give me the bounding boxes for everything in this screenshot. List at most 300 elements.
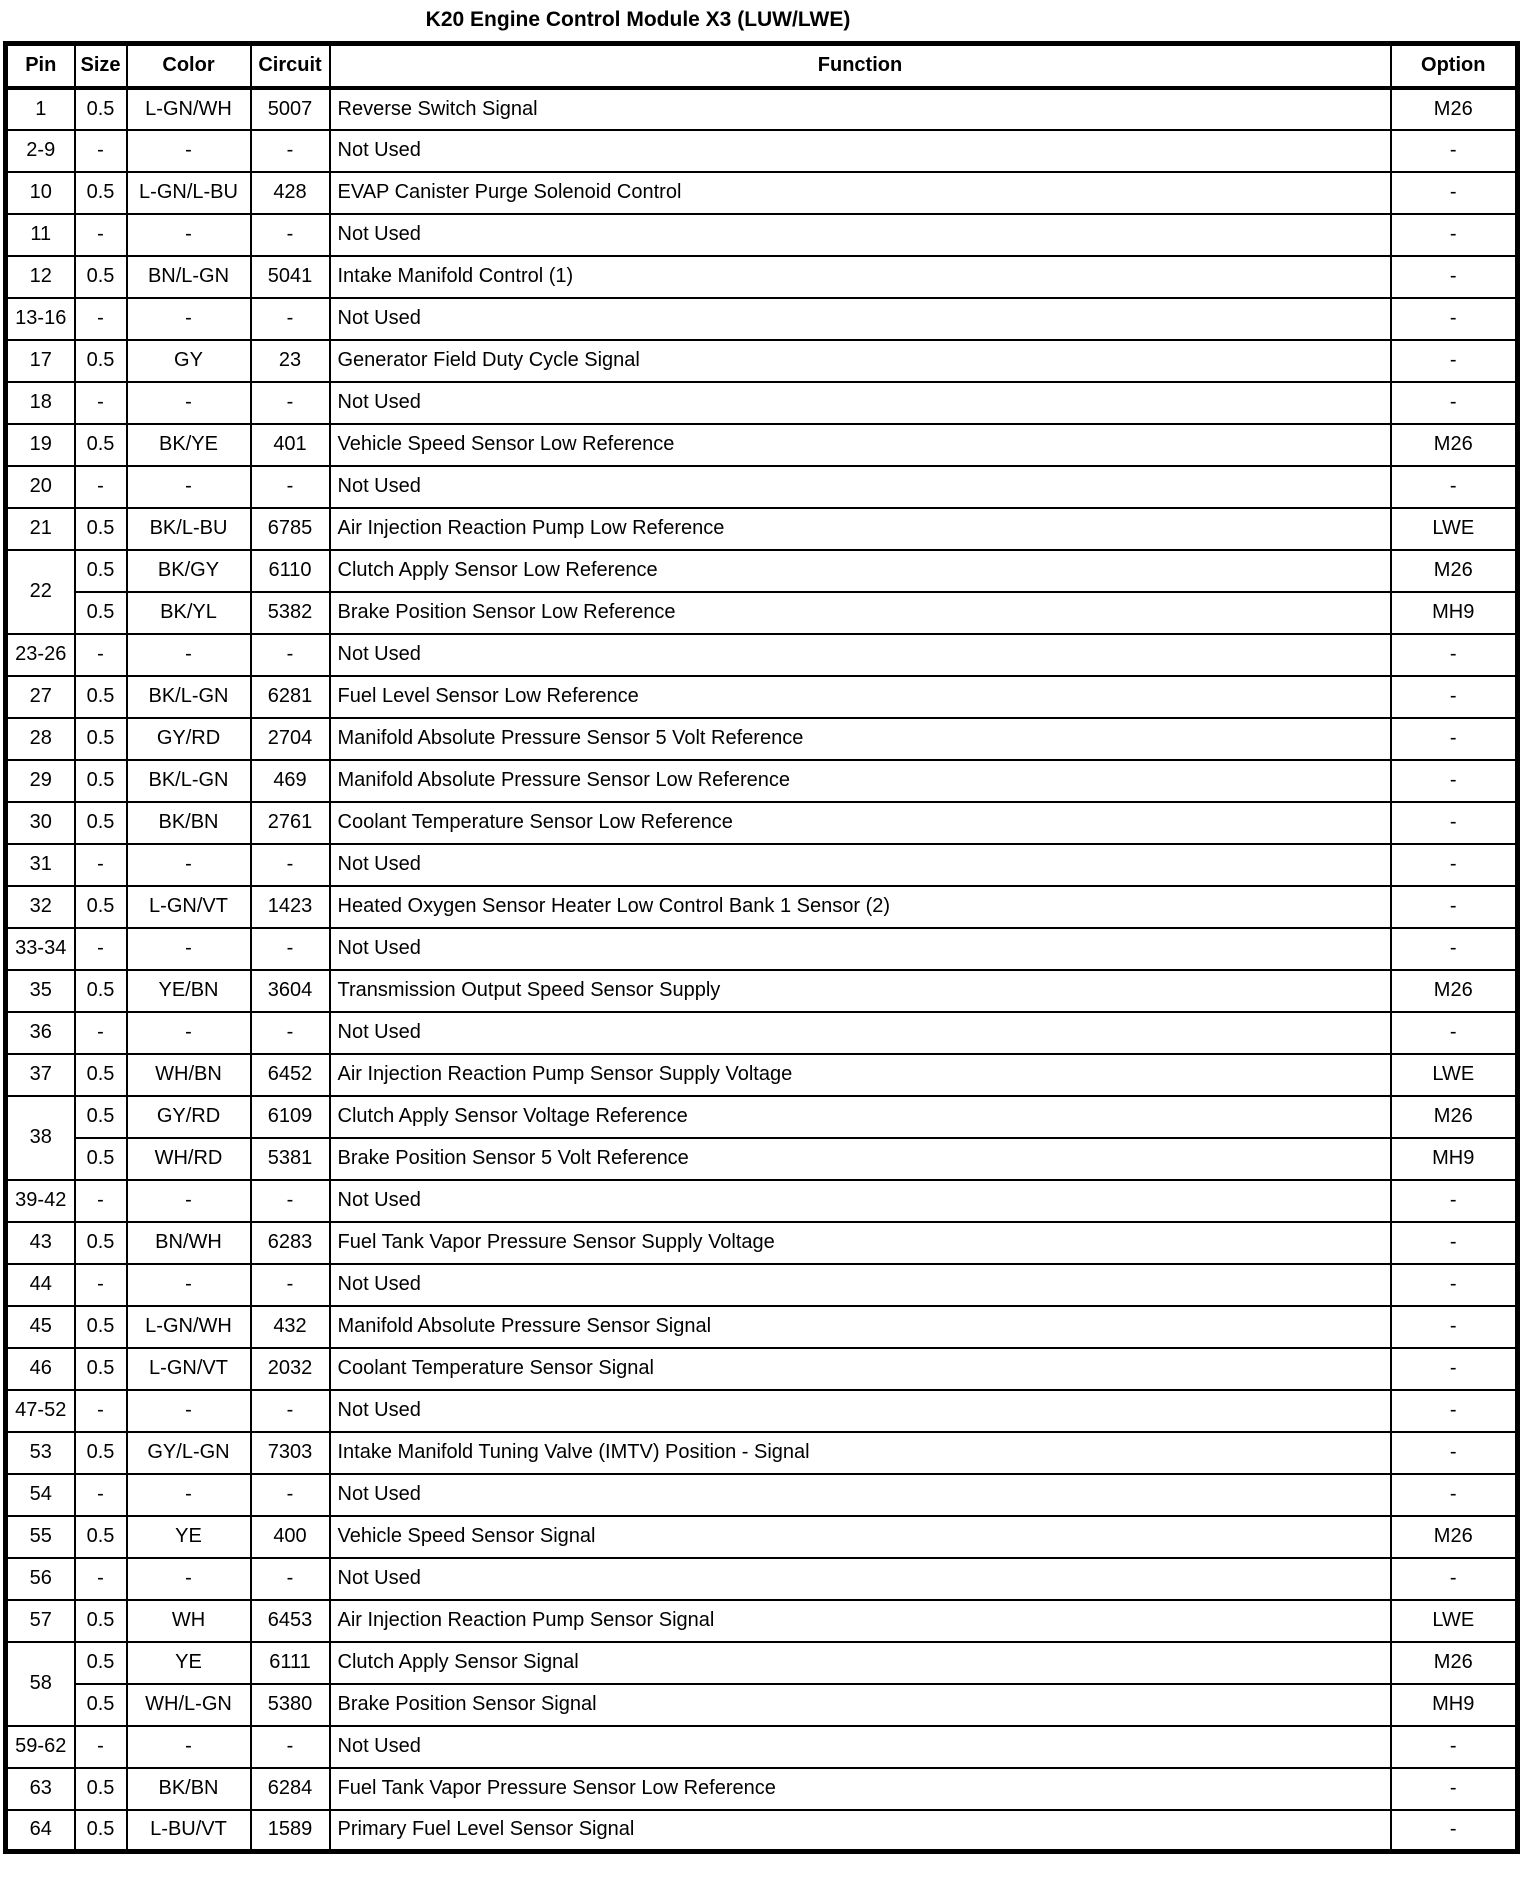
cell-function: Not Used (330, 844, 1391, 886)
cell-option: - (1391, 1348, 1518, 1390)
cell-function: Manifold Absolute Pressure Sensor 5 Volt Reference (330, 718, 1391, 760)
cell-pin: 31 (6, 844, 75, 886)
cell-size: 0.5 (75, 340, 127, 382)
cell-size: 0.5 (75, 1684, 127, 1726)
table-row (6, 970, 1518, 1012)
cell-color: WH (127, 1600, 251, 1642)
cell-pin: 37 (6, 1054, 75, 1096)
cell-circuit: - (251, 298, 330, 340)
cell-option: - (1391, 466, 1518, 508)
table-row (6, 130, 1518, 172)
cell-function: Not Used (330, 634, 1391, 676)
cell-function: Clutch Apply Sensor Low Reference (330, 550, 1391, 592)
cell-pin: 18 (6, 382, 75, 424)
cell-pin: 20 (6, 466, 75, 508)
table-row (6, 634, 1518, 676)
cell-color: WH/L-GN (127, 1684, 251, 1726)
cell-option: M26 (1391, 1516, 1518, 1558)
cell-pin: 64 (6, 1810, 75, 1852)
cell-pin: 53 (6, 1432, 75, 1474)
table-row (6, 1474, 1518, 1516)
cell-size: 0.5 (75, 88, 127, 130)
cell-option: - (1391, 634, 1518, 676)
cell-function: Generator Field Duty Cycle Signal (330, 340, 1391, 382)
cell-size: 0.5 (75, 1432, 127, 1474)
table-row (6, 1012, 1518, 1054)
table-row (6, 508, 1518, 550)
table-row (6, 760, 1518, 802)
table-row (6, 1222, 1518, 1264)
cell-circuit: 3604 (251, 970, 330, 1012)
cell-function: Brake Position Sensor Low Reference (330, 592, 1391, 634)
cell-size: - (75, 382, 127, 424)
cell-circuit: 6111 (251, 1642, 330, 1684)
cell-pin: 28 (6, 718, 75, 760)
cell-circuit: 5382 (251, 592, 330, 634)
cell-color: WH/RD (127, 1138, 251, 1180)
cell-size: 0.5 (75, 424, 127, 466)
cell-pin: 33-34 (6, 928, 75, 970)
cell-option: - (1391, 1768, 1518, 1810)
cell-size: - (75, 928, 127, 970)
cell-pin: 45 (6, 1306, 75, 1348)
cell-pin: 21 (6, 508, 75, 550)
cell-color: L-GN/VT (127, 1348, 251, 1390)
cell-pin: 10 (6, 172, 75, 214)
table-row (6, 1096, 1518, 1138)
cell-function: Transmission Output Speed Sensor Supply (330, 970, 1391, 1012)
cell-size: 0.5 (75, 1810, 127, 1852)
table-row (6, 1348, 1518, 1390)
cell-option: - (1391, 1558, 1518, 1600)
cell-option: LWE (1391, 508, 1518, 550)
cell-circuit: 5381 (251, 1138, 330, 1180)
cell-color: - (127, 1390, 251, 1432)
table-row (6, 1432, 1518, 1474)
cell-circuit: 2704 (251, 718, 330, 760)
column-header-size: Size (75, 44, 127, 88)
cell-option: M26 (1391, 424, 1518, 466)
cell-pin: 23-26 (6, 634, 75, 676)
cell-pin: 57 (6, 1600, 75, 1642)
table-row (6, 802, 1518, 844)
cell-color: GY/L-GN (127, 1432, 251, 1474)
cell-size: 0.5 (75, 1768, 127, 1810)
cell-color: - (127, 130, 251, 172)
cell-size: 0.5 (75, 550, 127, 592)
column-header-circuit: Circuit (251, 44, 330, 88)
cell-size: - (75, 130, 127, 172)
cell-circuit: 1589 (251, 1810, 330, 1852)
cell-color: BK/L-GN (127, 760, 251, 802)
cell-size: - (75, 298, 127, 340)
cell-pin: 11 (6, 214, 75, 256)
cell-function: Not Used (330, 1558, 1391, 1600)
cell-function: Heated Oxygen Sensor Heater Low Control Bank 1 Sensor (2) (330, 886, 1391, 928)
table-row (6, 844, 1518, 886)
cell-function: Vehicle Speed Sensor Signal (330, 1516, 1391, 1558)
cell-function: Air Injection Reaction Pump Sensor Signal (330, 1600, 1391, 1642)
table-row (6, 214, 1518, 256)
cell-option: LWE (1391, 1600, 1518, 1642)
cell-size: 0.5 (75, 1642, 127, 1684)
cell-circuit: - (251, 634, 330, 676)
cell-pin: 54 (6, 1474, 75, 1516)
cell-option: LWE (1391, 1054, 1518, 1096)
cell-circuit: 432 (251, 1306, 330, 1348)
cell-pin: 19 (6, 424, 75, 466)
table-row (6, 1642, 1518, 1684)
cell-option: - (1391, 802, 1518, 844)
cell-color: L-GN/WH (127, 1306, 251, 1348)
cell-function: Not Used (330, 1264, 1391, 1306)
table-body (6, 88, 1518, 1852)
table-row (6, 1684, 1518, 1726)
cell-color: L-GN/WH (127, 88, 251, 130)
cell-option: - (1391, 1180, 1518, 1222)
cell-function: Clutch Apply Sensor Signal (330, 1642, 1391, 1684)
cell-function: Coolant Temperature Sensor Signal (330, 1348, 1391, 1390)
cell-color: - (127, 1264, 251, 1306)
cell-circuit: 23 (251, 340, 330, 382)
cell-circuit: - (251, 1264, 330, 1306)
cell-circuit: - (251, 130, 330, 172)
cell-size: - (75, 1012, 127, 1054)
cell-size: 0.5 (75, 592, 127, 634)
cell-circuit: 6785 (251, 508, 330, 550)
cell-option: - (1391, 382, 1518, 424)
cell-option: - (1391, 718, 1518, 760)
cell-option: - (1391, 1432, 1518, 1474)
cell-size: - (75, 1474, 127, 1516)
cell-size: 0.5 (75, 172, 127, 214)
cell-size: 0.5 (75, 1600, 127, 1642)
cell-option: - (1391, 928, 1518, 970)
cell-size: 0.5 (75, 1054, 127, 1096)
table-row (6, 1768, 1518, 1810)
cell-pin: 59-62 (6, 1726, 75, 1768)
column-header-color: Color (127, 44, 251, 88)
table-header (6, 44, 1518, 88)
cell-function: Not Used (330, 1180, 1391, 1222)
cell-circuit: 2761 (251, 802, 330, 844)
table-row (6, 172, 1518, 214)
cell-function: Not Used (330, 1474, 1391, 1516)
cell-circuit: - (251, 844, 330, 886)
cell-pin: 55 (6, 1516, 75, 1558)
table-row (6, 1306, 1518, 1348)
cell-size: 0.5 (75, 1348, 127, 1390)
cell-option: - (1391, 1264, 1518, 1306)
cell-function: Reverse Switch Signal (330, 88, 1391, 130)
cell-function: Primary Fuel Level Sensor Signal (330, 1810, 1391, 1852)
cell-color: L-GN/VT (127, 886, 251, 928)
cell-circuit: - (251, 466, 330, 508)
cell-circuit: 6283 (251, 1222, 330, 1264)
page-title: K20 Engine Control Module X3 (LUW/LWE) (425, 8, 851, 31)
table-row (6, 886, 1518, 928)
table-row (6, 1516, 1518, 1558)
table-row (6, 1726, 1518, 1768)
cell-color: YE (127, 1516, 251, 1558)
cell-circuit: 400 (251, 1516, 330, 1558)
cell-circuit: 6284 (251, 1768, 330, 1810)
cell-circuit: - (251, 382, 330, 424)
cell-pin: 17 (6, 340, 75, 382)
cell-function: Fuel Tank Vapor Pressure Sensor Low Reference (330, 1768, 1391, 1810)
cell-pin: 44 (6, 1264, 75, 1306)
cell-function: Air Injection Reaction Pump Low Reference (330, 508, 1391, 550)
cell-size: 0.5 (75, 256, 127, 298)
cell-pin: 32 (6, 886, 75, 928)
cell-size: - (75, 1558, 127, 1600)
cell-function: Brake Position Sensor Signal (330, 1684, 1391, 1726)
cell-function: Not Used (330, 1726, 1391, 1768)
cell-size: 0.5 (75, 1306, 127, 1348)
cell-function: Intake Manifold Control (1) (330, 256, 1391, 298)
cell-pin: 13-16 (6, 298, 75, 340)
cell-circuit: 2032 (251, 1348, 330, 1390)
cell-option: MH9 (1391, 1684, 1518, 1726)
cell-pin: 36 (6, 1012, 75, 1054)
cell-size: - (75, 1264, 127, 1306)
cell-pin: 58 (6, 1642, 75, 1726)
cell-color: BK/YL (127, 592, 251, 634)
cell-pin: 22 (6, 550, 75, 634)
cell-pin: 12 (6, 256, 75, 298)
cell-option: - (1391, 886, 1518, 928)
cell-color: BK/GY (127, 550, 251, 592)
cell-color: WH/BN (127, 1054, 251, 1096)
cell-option: - (1391, 844, 1518, 886)
cell-color: - (127, 1012, 251, 1054)
cell-pin: 43 (6, 1222, 75, 1264)
table-row (6, 1810, 1518, 1852)
cell-circuit: 6453 (251, 1600, 330, 1642)
cell-option: - (1391, 340, 1518, 382)
cell-option: - (1391, 676, 1518, 718)
cell-circuit: 428 (251, 172, 330, 214)
cell-option: MH9 (1391, 592, 1518, 634)
cell-size: - (75, 1726, 127, 1768)
cell-size: 0.5 (75, 802, 127, 844)
cell-color: - (127, 1474, 251, 1516)
page (0, 8, 1520, 1854)
cell-size: - (75, 466, 127, 508)
cell-pin: 2-9 (6, 130, 75, 172)
cell-color: - (127, 382, 251, 424)
cell-color: - (127, 634, 251, 676)
cell-size: 0.5 (75, 760, 127, 802)
table-row (6, 592, 1518, 634)
cell-circuit: 6109 (251, 1096, 330, 1138)
cell-option: M26 (1391, 1642, 1518, 1684)
cell-size: 0.5 (75, 886, 127, 928)
table-row (6, 1180, 1518, 1222)
cell-function: Brake Position Sensor 5 Volt Reference (330, 1138, 1391, 1180)
cell-size: 0.5 (75, 718, 127, 760)
cell-function: Not Used (330, 382, 1391, 424)
cell-option: - (1391, 130, 1518, 172)
cell-size: 0.5 (75, 508, 127, 550)
cell-pin: 38 (6, 1096, 75, 1180)
cell-color: YE/BN (127, 970, 251, 1012)
cell-color: BK/L-GN (127, 676, 251, 718)
cell-function: Manifold Absolute Pressure Sensor Signal (330, 1306, 1391, 1348)
cell-pin: 35 (6, 970, 75, 1012)
header-row (6, 44, 1518, 88)
cell-circuit: 6110 (251, 550, 330, 592)
cell-color: BK/BN (127, 1768, 251, 1810)
cell-option: - (1391, 256, 1518, 298)
cell-size: - (75, 1180, 127, 1222)
cell-function: Vehicle Speed Sensor Low Reference (330, 424, 1391, 466)
cell-size: - (75, 844, 127, 886)
cell-option: - (1391, 214, 1518, 256)
cell-function: Clutch Apply Sensor Voltage Reference (330, 1096, 1391, 1138)
column-header-pin: Pin (6, 44, 75, 88)
table-row (6, 424, 1518, 466)
cell-pin: 27 (6, 676, 75, 718)
table-row (6, 1558, 1518, 1600)
cell-circuit: - (251, 1474, 330, 1516)
cell-option: MH9 (1391, 1138, 1518, 1180)
cell-function: Fuel Level Sensor Low Reference (330, 676, 1391, 718)
column-header-option: Option (1391, 44, 1518, 88)
cell-size: 0.5 (75, 1096, 127, 1138)
table-row (6, 298, 1518, 340)
cell-circuit: 469 (251, 760, 330, 802)
cell-circuit: 6452 (251, 1054, 330, 1096)
cell-function: Not Used (330, 130, 1391, 172)
cell-circuit: - (251, 214, 330, 256)
table-row (6, 928, 1518, 970)
cell-color: GY/RD (127, 718, 251, 760)
cell-pin: 29 (6, 760, 75, 802)
cell-size: - (75, 634, 127, 676)
cell-color: BK/YE (127, 424, 251, 466)
cell-circuit: 5007 (251, 88, 330, 130)
cell-pin: 47-52 (6, 1390, 75, 1432)
cell-function: Fuel Tank Vapor Pressure Sensor Supply Voltage (330, 1222, 1391, 1264)
cell-circuit: 401 (251, 424, 330, 466)
cell-function: Manifold Absolute Pressure Sensor Low Reference (330, 760, 1391, 802)
cell-option: - (1391, 760, 1518, 802)
cell-color: BK/L-BU (127, 508, 251, 550)
cell-option: - (1391, 1474, 1518, 1516)
cell-color: BN/WH (127, 1222, 251, 1264)
cell-size: - (75, 214, 127, 256)
cell-option: - (1391, 172, 1518, 214)
cell-pin: 46 (6, 1348, 75, 1390)
cell-color: - (127, 298, 251, 340)
cell-function: Not Used (330, 466, 1391, 508)
cell-function: EVAP Canister Purge Solenoid Control (330, 172, 1391, 214)
cell-circuit: 7303 (251, 1432, 330, 1474)
table-row (6, 1138, 1518, 1180)
table-row (6, 550, 1518, 592)
cell-function: Air Injection Reaction Pump Sensor Supply Voltage (330, 1054, 1391, 1096)
cell-option: - (1391, 298, 1518, 340)
cell-size: 0.5 (75, 1138, 127, 1180)
cell-circuit: - (251, 1012, 330, 1054)
cell-color: - (127, 466, 251, 508)
table-row (6, 340, 1518, 382)
cell-circuit: 1423 (251, 886, 330, 928)
pinout-table (3, 41, 1520, 1854)
cell-color: - (127, 1180, 251, 1222)
cell-circuit: 5041 (251, 256, 330, 298)
cell-circuit: - (251, 928, 330, 970)
cell-function: Not Used (330, 214, 1391, 256)
cell-option: - (1391, 1306, 1518, 1348)
cell-pin: 63 (6, 1768, 75, 1810)
cell-option: - (1391, 1012, 1518, 1054)
cell-color: GY (127, 340, 251, 382)
cell-circuit: 6281 (251, 676, 330, 718)
table-row (6, 1390, 1518, 1432)
cell-circuit: - (251, 1180, 330, 1222)
cell-pin: 39-42 (6, 1180, 75, 1222)
cell-size: 0.5 (75, 970, 127, 1012)
cell-option: - (1391, 1810, 1518, 1852)
cell-color: L-BU/VT (127, 1810, 251, 1852)
cell-color: - (127, 1558, 251, 1600)
cell-circuit: 5380 (251, 1684, 330, 1726)
table-row (6, 88, 1518, 130)
cell-circuit: - (251, 1558, 330, 1600)
cell-color: BN/L-GN (127, 256, 251, 298)
cell-color: L-GN/L-BU (127, 172, 251, 214)
cell-circuit: - (251, 1390, 330, 1432)
cell-option: - (1391, 1726, 1518, 1768)
cell-pin: 56 (6, 1558, 75, 1600)
cell-option: M26 (1391, 1096, 1518, 1138)
cell-pin: 1 (6, 88, 75, 130)
table-row (6, 256, 1518, 298)
cell-color: - (127, 1726, 251, 1768)
cell-option: - (1391, 1222, 1518, 1264)
cell-pin: 30 (6, 802, 75, 844)
cell-size: 0.5 (75, 676, 127, 718)
cell-option: M26 (1391, 970, 1518, 1012)
cell-size: - (75, 1390, 127, 1432)
cell-color: YE (127, 1642, 251, 1684)
cell-size: 0.5 (75, 1516, 127, 1558)
cell-color: GY/RD (127, 1096, 251, 1138)
cell-function: Not Used (330, 1390, 1391, 1432)
table-row (6, 466, 1518, 508)
table-row (6, 1600, 1518, 1642)
cell-function: Not Used (330, 298, 1391, 340)
cell-option: M26 (1391, 88, 1518, 130)
cell-color: BK/BN (127, 802, 251, 844)
table-row (6, 718, 1518, 760)
cell-function: Intake Manifold Tuning Valve (IMTV) Position - Signal (330, 1432, 1391, 1474)
cell-function: Coolant Temperature Sensor Low Reference (330, 802, 1391, 844)
cell-option: M26 (1391, 550, 1518, 592)
cell-size: 0.5 (75, 1222, 127, 1264)
table-row (6, 1264, 1518, 1306)
cell-function: Not Used (330, 1012, 1391, 1054)
column-header-function: Function (330, 44, 1391, 88)
cell-circuit: - (251, 1726, 330, 1768)
cell-color: - (127, 214, 251, 256)
cell-color: - (127, 928, 251, 970)
table-row (6, 1054, 1518, 1096)
cell-color: - (127, 844, 251, 886)
cell-function: Not Used (330, 928, 1391, 970)
